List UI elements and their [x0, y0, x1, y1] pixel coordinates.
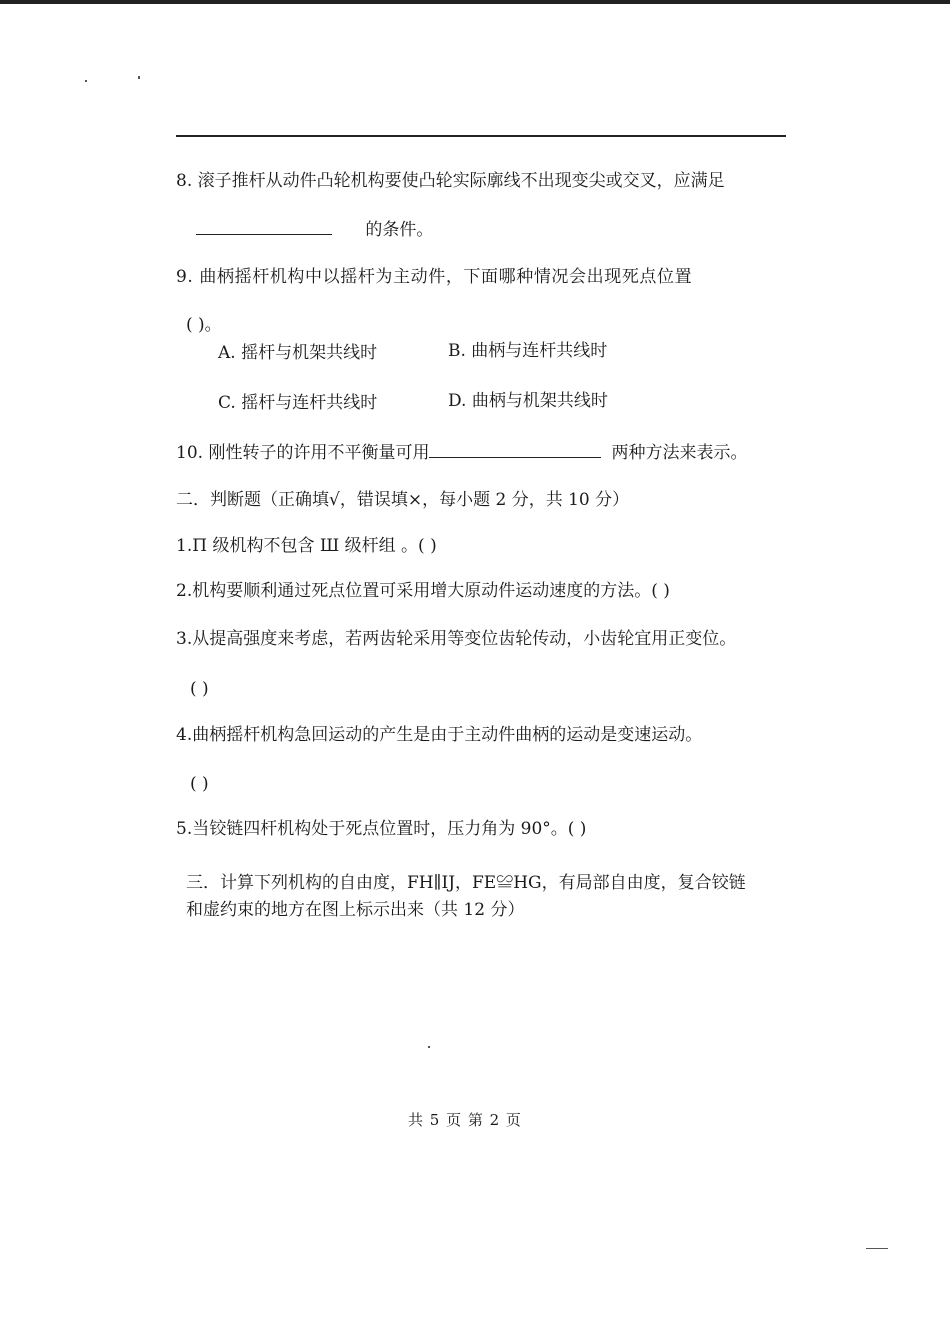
q8-line2 — [196, 218, 433, 241]
header-rule — [176, 135, 786, 137]
q9-answer-paren[interactable]: ( )。 — [186, 315, 222, 335]
scan-speck — [428, 1046, 430, 1048]
judge-item-4: 4.曲柄摇杆机构急回运动的产生是由于主动件曲柄的运动是变速运动。 — [176, 725, 703, 745]
judge-item-2: 2.机构要顺利通过死点位置可采用增大原动件运动速度的方法。( ) — [176, 581, 670, 601]
judge-item-4-paren[interactable]: ( ) — [190, 774, 209, 794]
judge-item-1: 1.Π 级机构不包含 Ш 级杆组 。( ) — [176, 536, 437, 556]
scan-speck — [866, 1248, 888, 1249]
judge-item-5: 5.当铰链四杆机构处于死点位置时，压力角为 90°。( ) — [176, 819, 587, 839]
q9-line1: 9. 曲柄摇杆机构中以摇杆为主动件，下面哪种情况会出现死点位置 — [176, 267, 693, 287]
q10-answer-blank[interactable] — [429, 441, 601, 458]
section3-line2: 和虚约束的地方在图上标示出来（共 12 分） — [186, 900, 525, 920]
section3-line1: 三．计算下列机构的自由度，FH∥IJ，FE≌HG，有局部自由度，复合铰链 — [186, 873, 746, 893]
q9-option-a: A. 摇杆与机架共线时 — [218, 343, 378, 363]
q8-line2-text: 的条件。 — [365, 220, 434, 240]
q10-prefix: 10. 刚性转子的许用不平衡量可用 — [176, 443, 430, 463]
q9-option-b: B. 曲柄与连杆共线时 — [448, 341, 608, 361]
scan-speck — [85, 80, 87, 82]
judge-item-3: 3.从提高强度来考虑，若两齿轮采用等变位齿轮传动，小齿轮宜用正变位。 — [176, 629, 737, 649]
q9-option-d: D. 曲柄与机架共线时 — [448, 391, 608, 411]
section2-heading: 二．判断题（正确填√，错误填×，每小题 2 分，共 10 分） — [176, 490, 630, 510]
q8-answer-blank[interactable] — [196, 218, 332, 235]
q10-line — [176, 441, 747, 464]
q9-option-c: C. 摇杆与连杆共线时 — [218, 393, 378, 413]
q8-line1: 8. 滚子推杆从动件凸轮机构要使凸轮实际廓线不出现变尖或交叉，应满足 — [176, 171, 725, 191]
page-footer: 共 5 页 第 2 页 — [408, 1111, 522, 1129]
q10-suffix: 两种方法来表示。 — [611, 443, 748, 463]
page-top-border — [0, 0, 950, 4]
scan-speck — [138, 76, 140, 79]
judge-item-3-paren[interactable]: ( ) — [190, 679, 209, 699]
